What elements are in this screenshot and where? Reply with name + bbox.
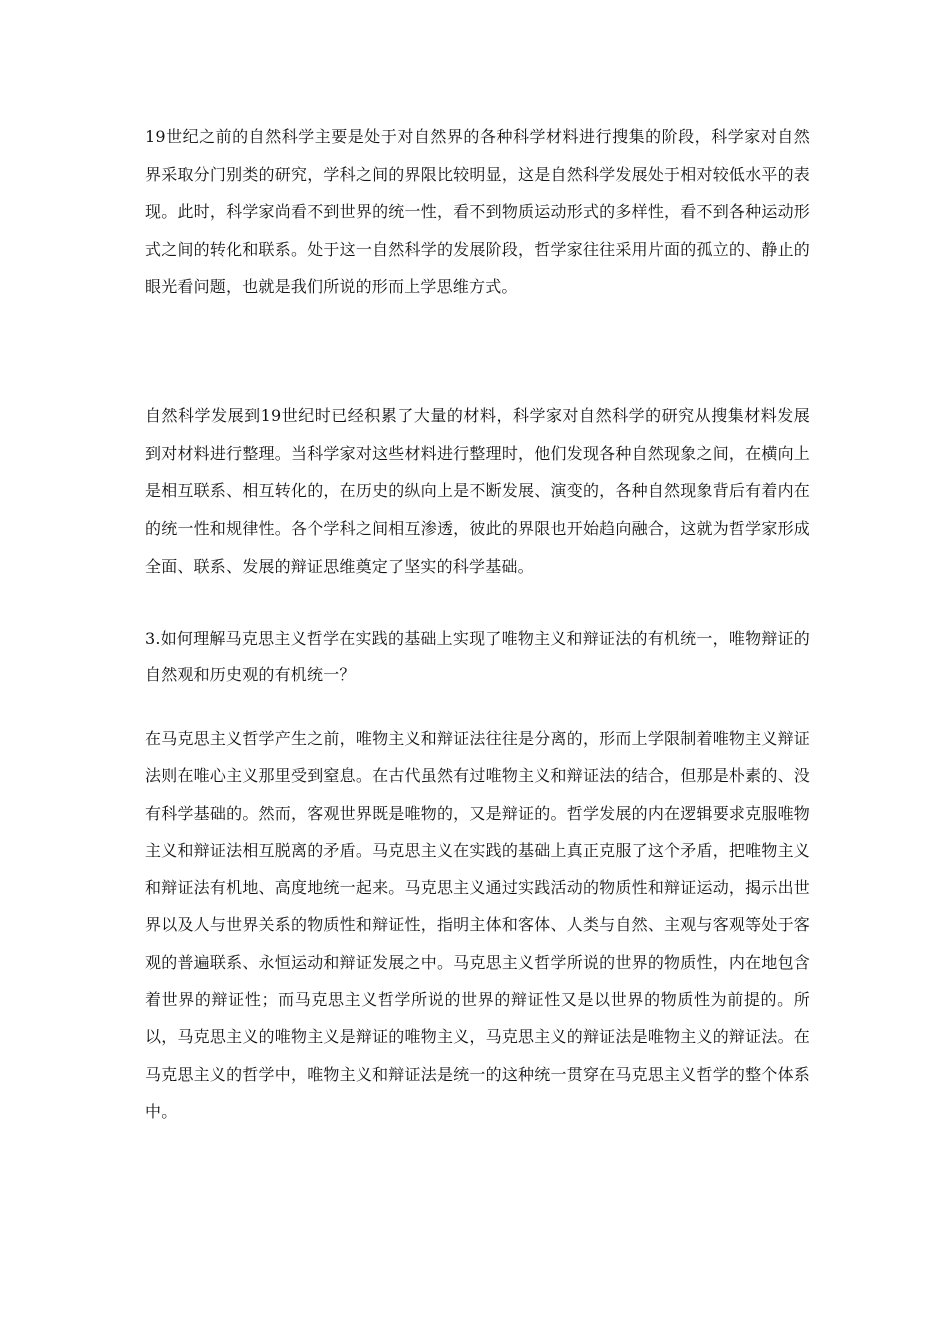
paragraph-19th-century-science: 19世纪之前的自然科学主要是处于对自然界的各种科学材料进行搜集的阶段，科学家对自然界采取分门别类的研究，学科之间的界限比较明显，这是自然科学发展处于相对较低水平的表现。此时，科学家尚看不到世界的统一性，看不到物质运动形式的多样性，看不到各种运动形式之间的转化和联系。处于这一自然科学的发展阶段，哲学家往往采用片面的孤立的、静止的眼光看问题，也就是我们所说的形而上学思维方式。 — [145, 127, 810, 296]
paragraph-answer: 在马克思主义哲学产生之前，唯物主义和辩证法往往是分离的，形而上学限制着唯物主义辩证法则在唯心主义那里受到窒息。在古代虽然有过唯物主义和辩证法的结合，但那是朴素的、没有科学基础的。然而，客观世界既是唯物的，又是辩证的。哲学发展的内在逻辑要求克服唯物主义和辩证法相互脱离的矛盾。马克思主义在实践的基础上真正克服了这个矛盾，把唯物主义和辩证法有机地、高度地统一起来。马克思主义通过实践活动的物质性和辩证运动，揭示出世界以及人与世界关系的物质性和辩证性，指明主体和客体、人类与自然、主观与客观等处于客观的普遍联系、永恒运动和辩证发展之中。马克思主义哲学所说的世界的物质性，内在地包含着世界的辩证性；而马克思主义哲学所说的世界的辩证性又是以世界的物质性为前提的。所以，马克思主义的唯物主义是辩证的唯物主义，马克思主义的辩证法是唯物主义的辩证法。在马克思主义的哲学中，唯物主义和辩证法是统一的这种统一贯穿在马克思主义哲学的整个体系中。 — [145, 729, 810, 1121]
paragraph-science-development: 自然科学发展到19世纪时已经积累了大量的材料，科学家对自然科学的研究从搜集材料发展到对材料进行整理。当科学家对这些材料进行整理时，他们发现各种自然现象之间，在横向上是相互联系、相互转化的，在历史的纵向上是不断发展、演变的，各种自然现象背后有着内在的统一性和规律性。各个学科之间相互渗透，彼此的界限也开始趋向融合，这就为哲学家形成全面、联系、发展的辩证思维奠定了坚实的科学基础。 — [145, 406, 810, 576]
question-heading: 3.如何理解马克思主义哲学在实践的基础上实现了唯物主义和辩证法的有机统一，唯物辩证的自然观和历史观的有机统一？ — [145, 629, 810, 684]
